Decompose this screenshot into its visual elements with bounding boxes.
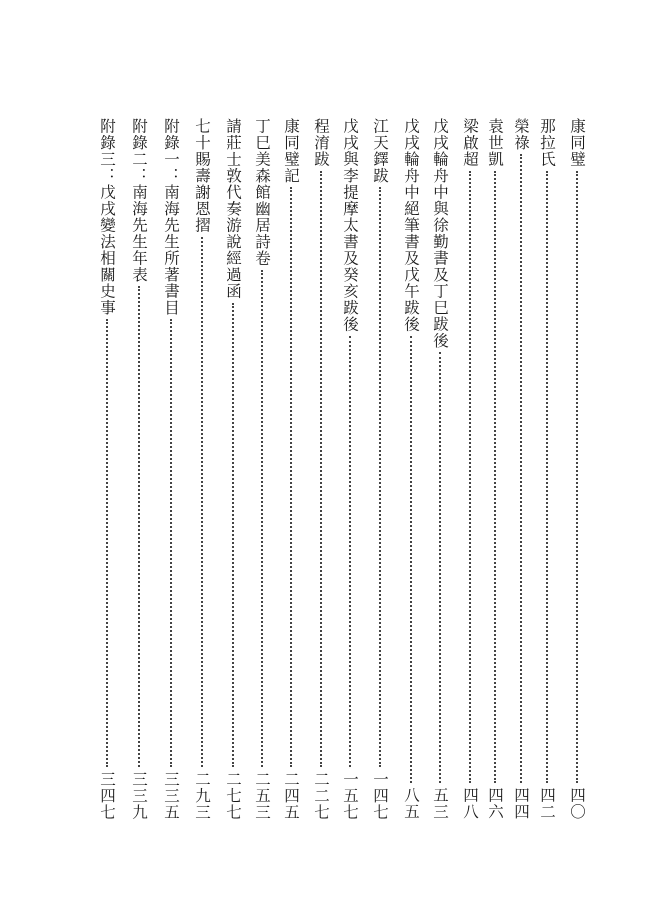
page-number: 二二七 bbox=[312, 770, 330, 820]
toc-entry[interactable] bbox=[280, 118, 302, 820]
page-number: 四〇 bbox=[568, 787, 586, 820]
toc-entry[interactable] bbox=[400, 118, 422, 820]
dot-leader bbox=[320, 171, 322, 767]
dot-leader bbox=[410, 336, 412, 784]
entry-title: 七十賜壽謝恩摺 bbox=[193, 118, 211, 234]
entry-title: 附錄三：戊戌變法相關史事 bbox=[98, 118, 116, 316]
entry-title: 康同璧 bbox=[568, 118, 586, 168]
page-number: 四二 bbox=[538, 787, 556, 820]
dot-leader bbox=[439, 352, 441, 783]
page-number: 二七七 bbox=[224, 770, 242, 820]
toc-entry[interactable] bbox=[191, 118, 213, 820]
toc-entry[interactable] bbox=[536, 118, 558, 820]
page-number: 八五 bbox=[402, 787, 420, 820]
toc-entry[interactable] bbox=[160, 118, 182, 820]
page-number: 三四七 bbox=[98, 770, 116, 820]
page-number: 二九三 bbox=[193, 770, 211, 820]
toc-entry[interactable] bbox=[566, 118, 588, 820]
dot-leader bbox=[576, 171, 578, 784]
entry-title: 榮祿 bbox=[512, 118, 530, 151]
toc-entry[interactable] bbox=[128, 118, 150, 820]
dot-leader bbox=[201, 237, 203, 767]
toc-entry[interactable] bbox=[96, 118, 118, 820]
dot-leader bbox=[232, 303, 234, 767]
entry-title: 附錄一：南海先生所著書目 bbox=[162, 118, 180, 316]
entry-title: 丁巳美森館幽居詩卷 bbox=[253, 118, 271, 267]
entry-title: 戊戌輪舟中與徐勤書及丁巳跋後 bbox=[431, 118, 449, 349]
page-number: 一四七 bbox=[371, 770, 389, 820]
page-number: 四六 bbox=[486, 787, 504, 820]
dot-leader bbox=[290, 187, 292, 767]
dot-leader bbox=[138, 286, 140, 767]
entry-title: 附錄二：南海先生年表 bbox=[130, 118, 148, 283]
page-number: 五三 bbox=[431, 787, 449, 820]
page-number: 三三五 bbox=[162, 770, 180, 820]
page-number: 四八 bbox=[461, 787, 479, 820]
page-number: 二四五 bbox=[282, 770, 300, 820]
dot-leader bbox=[546, 171, 548, 784]
dot-leader bbox=[469, 171, 471, 784]
toc-entry[interactable] bbox=[339, 118, 361, 820]
entry-title: 程淯跋 bbox=[312, 118, 330, 168]
toc-entry[interactable] bbox=[222, 118, 244, 820]
entry-title: 那拉氏 bbox=[538, 118, 556, 168]
dot-leader bbox=[379, 187, 381, 767]
entry-title: 袁世凱 bbox=[486, 118, 504, 168]
dot-leader bbox=[520, 154, 522, 783]
toc-entry[interactable] bbox=[369, 118, 391, 820]
dot-leader bbox=[170, 319, 172, 767]
dot-leader bbox=[494, 171, 496, 784]
page-number: 一五七 bbox=[341, 770, 359, 820]
page-number: 四四 bbox=[512, 787, 530, 820]
entry-title: 康同璧記 bbox=[282, 118, 300, 184]
toc-entry[interactable] bbox=[251, 118, 273, 820]
entry-title: 戊戌與李提摩太書及癸亥跋後 bbox=[341, 118, 359, 333]
dot-leader bbox=[349, 336, 351, 767]
entry-title: 江天鐸跋 bbox=[371, 118, 389, 184]
entry-title: 梁啟超 bbox=[461, 118, 479, 168]
toc-entry[interactable] bbox=[429, 118, 451, 820]
entry-title: 請莊士敦代奏游說經過函 bbox=[224, 118, 242, 300]
entry-title: 戊戌輪舟中絕筆書及戊午跋後 bbox=[402, 118, 420, 333]
page-number: 二五三 bbox=[253, 770, 271, 820]
toc-entry[interactable] bbox=[510, 118, 532, 820]
dot-leader bbox=[106, 319, 108, 767]
page-number: 三三九 bbox=[130, 770, 148, 820]
toc-entry[interactable] bbox=[310, 118, 332, 820]
toc-entry[interactable] bbox=[459, 118, 481, 820]
toc-entry[interactable] bbox=[484, 118, 506, 820]
dot-leader bbox=[261, 270, 263, 767]
